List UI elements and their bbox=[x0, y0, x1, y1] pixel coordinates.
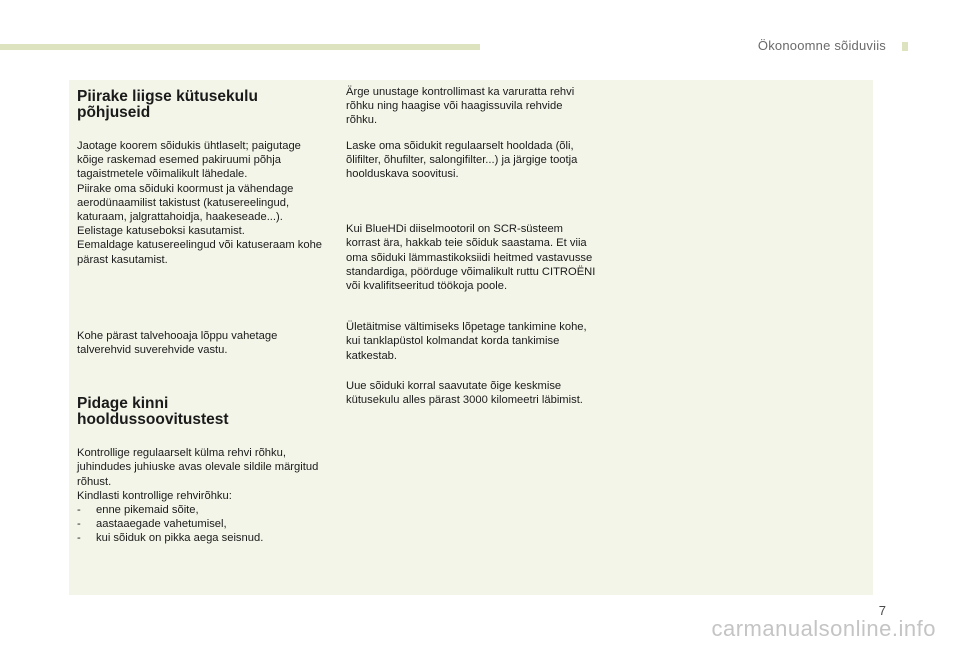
paragraph-refuelling: Ületäitmise vältimiseks lõpetage tankimine kohe, kui tanklapüstol kolmandat korda tankimise katkestab. bbox=[346, 321, 587, 362]
right-column bbox=[346, 80, 596, 407]
section-title: Ökonoomne sõiduviis bbox=[757, 38, 886, 53]
left-column bbox=[77, 80, 327, 546]
paragraph-winter-tyres: Kohe pärast talvehooaja lõppu vahetage talverehvid suverehvide vastu. bbox=[77, 329, 278, 357]
paragraph-spare-tyre: Ärge unustage kontrollimast ka varuratta rehvi rõhku ning haagise või haagissuvila rehvide rõhku. bbox=[346, 86, 575, 127]
paragraph-load-distribution: Jaotage koorem sõidukis ühtlaselt; paigutage kõige raskemad esemed pakiruumi põhja tagaistmetele võimalikult lähedale. Piirake oma sõiduki koormust ja vähendage aerodünaamilist takistust (katusereelingud, katuraam, jalgrattahoidja, haakeseade...). Eelistage katuseboksi kasutamist. Eemaldage katusereelingud või katuseraam kohe pärast kasutamist. bbox=[77, 140, 323, 266]
paragraph-scr-system: Kui BlueHDi diiselmootoril on SCR-süsteem korrast ära, hakkab teie sõiduk saastama. Et viia oma sõiduki lämmastikoksiidi heitmed vastavusse standardiga, pöörduge võimalikult ruttu CITROËNI või kvalifitseeritud töökoja poole. bbox=[346, 223, 596, 293]
heading-maintenance: Pidage kinni hooldussoovitustest bbox=[77, 395, 229, 429]
paragraph-service: Laske oma sõidukit regulaarselt hooldada (õli, õlifilter, õhufilter, salongifilter...) ja järgige tootja hoolduskava soovitusi. bbox=[346, 139, 578, 181]
watermark: carmanualsonline.info bbox=[711, 616, 936, 641]
paragraph-tyre-pressure: Kontrollige regulaarselt külma rehvi rõhku, juhindudes juhiuske avas olevale sildile märgitud rõhust. Kindlasti kontrollige rehvirõhku: bbox=[77, 447, 319, 502]
heading-fuel-causes: Piirake liigse kütusekulu põhjuseid bbox=[77, 88, 258, 121]
list-item: - aastaaegade vahetumisel, bbox=[77, 518, 227, 531]
list-item: - kui sõiduk on pikka aega seisnud. bbox=[77, 532, 264, 545]
header-marker bbox=[902, 42, 908, 51]
content-panel bbox=[69, 80, 873, 595]
header-accent-bar bbox=[0, 44, 480, 50]
list-item: - enne pikemaid sõite, bbox=[77, 504, 199, 517]
tyre-check-list bbox=[77, 503, 327, 546]
paragraph-new-vehicle: Uue sõiduki korral saavutate õige keskmise kütusekulu alles pärast 3000 kilomeetri läbimist. bbox=[346, 379, 583, 407]
page-number: 7 bbox=[878, 603, 886, 618]
